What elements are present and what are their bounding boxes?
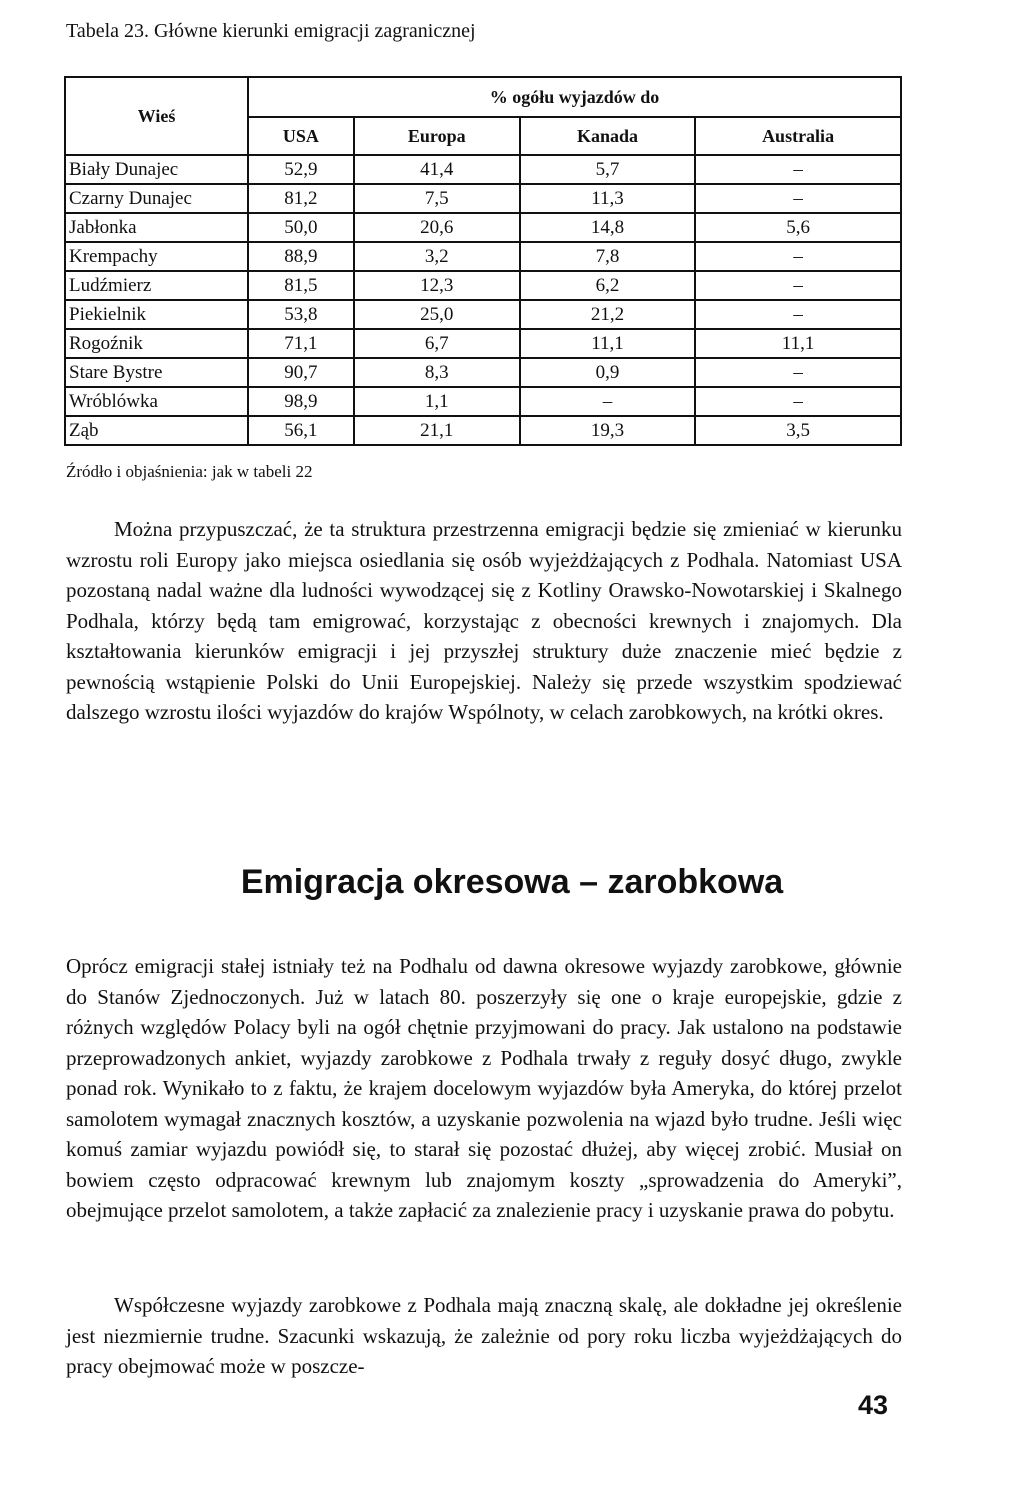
village-name-cell: Ząb: [65, 416, 248, 445]
body-paragraph: Można przypuszczać, że ta struktura przestrzenna emigracji będzie się zmieniać w kierunku wzrostu roli Europy jako miejsca osiedlania się osób wyjeżdżających z Podhala. Natomiast USA pozostaną nadal ważne dla ludności wywodzącej się z Kotliny Orawsko-Nowotarskiej i Skalnego Podhala, którzy będą tam emigrować, korzystając z obecności krewnych i znajomych. Dla kształtowania kierunków emigracji i jej przyszłej struktury duże znaczenie mieć będzie z pewnością wstąpienie Polski do Unii Europejskiej. Należy się przede wszystkim spodziewać dalszego wzrostu ilości wyjazdów do krajów Wspólnoty, w celach zarobkowych, na krótki okres.: [66, 517, 902, 724]
value-cell: 71,1: [248, 329, 354, 358]
village-name-cell: Stare Bystre: [65, 358, 248, 387]
village-name-cell: Czarny Dunajec: [65, 184, 248, 213]
value-cell: 3,5: [695, 416, 901, 445]
column-header: Kanada: [520, 117, 695, 155]
value-cell: 20,6: [354, 213, 520, 242]
value-cell: 11,1: [695, 329, 901, 358]
value-cell: –: [695, 242, 901, 271]
value-cell: –: [695, 300, 901, 329]
value-cell: 50,0: [248, 213, 354, 242]
value-cell: 81,5: [248, 271, 354, 300]
group-header: % ogółu wyjazdów do: [248, 77, 901, 117]
value-cell: 19,3: [520, 416, 695, 445]
value-cell: –: [695, 271, 901, 300]
table-row: [65, 184, 901, 213]
value-cell: 11,1: [520, 329, 695, 358]
value-cell: 25,0: [354, 300, 520, 329]
value-cell: 0,9: [520, 358, 695, 387]
page-number: 43: [858, 1390, 889, 1420]
table-row: [65, 329, 901, 358]
value-cell: 52,9: [248, 155, 354, 184]
value-cell: 21,1: [354, 416, 520, 445]
village-name-cell: Piekielnik: [65, 300, 248, 329]
value-cell: 5,7: [520, 155, 695, 184]
village-name-cell: Biały Dunajec: [65, 155, 248, 184]
value-cell: 1,1: [354, 387, 520, 416]
value-cell: –: [695, 155, 901, 184]
village-name-cell: Jabłonka: [65, 213, 248, 242]
value-cell: 6,7: [354, 329, 520, 358]
table-row: [65, 242, 901, 271]
value-cell: 88,9: [248, 242, 354, 271]
value-cell: 12,3: [354, 271, 520, 300]
value-cell: 8,3: [354, 358, 520, 387]
village-name-cell: Ludźmierz: [65, 271, 248, 300]
value-cell: 11,3: [520, 184, 695, 213]
table-row: [65, 271, 901, 300]
value-cell: 98,9: [248, 387, 354, 416]
value-cell: 5,6: [695, 213, 901, 242]
village-name-cell: Krempachy: [65, 242, 248, 271]
value-cell: 21,2: [520, 300, 695, 329]
table-row: [65, 300, 901, 329]
value-cell: 56,1: [248, 416, 354, 445]
value-cell: –: [695, 387, 901, 416]
body-paragraph: Oprócz emigracji stałej istniały też na Podhalu od dawna okresowe wyjazdy zarobkowe, głównie do Stanów Zjednoczonych. Już w latach 80. poszerzyły się one o kraje europejskie, gdzie z różnych względów Polacy byli na ogół chętnie przyjmowani do pracy. Jak ustalono na podstawie przeprowadzonych ankiet, wyjazdy zarobkowe z Podhala trwały z reguły dosyć długo, zwykle ponad rok. Wynikało to z faktu, że krajem docelowym wyjazdów była Ameryka, do której przelot samolotem wymagał znacznych kosztów, a uzyskanie pozwolenia na wjazd było trudne. Jeśli więc komuś zamiar wyjazdu powiódł się, to starał się pozostać dłużej, aby więcej zrobić. Musiał on bowiem często odpracować krewnym lub znajomym koszty „sprowadzenia do Ameryki”, obejmujące przelot samolotem, a także zapłacić za znalezienie pracy i uzyskanie prawa do pobytu.: [66, 954, 902, 1222]
value-cell: –: [520, 387, 695, 416]
table-row: [65, 155, 901, 184]
village-name-cell: Rogoźnik: [65, 329, 248, 358]
column-header: Australia: [695, 117, 901, 155]
value-cell: 7,8: [520, 242, 695, 271]
value-cell: –: [695, 358, 901, 387]
table-caption: Tabela 23. Główne kierunki emigracji zagranicznej: [66, 20, 476, 42]
table-body: [65, 155, 901, 445]
value-cell: 90,7: [248, 358, 354, 387]
table-row: [65, 387, 901, 416]
emigration-table: [64, 76, 902, 446]
value-cell: –: [695, 184, 901, 213]
value-cell: 41,4: [354, 155, 520, 184]
body-paragraph: Współczesne wyjazdy zarobkowe z Podhala mają znaczną skalę, ale dokładne jej określenie jest niezmiernie trudne. Szacunki wskazują, że zależnie od pory roku liczba wyjeżdżających do pracy obejmować może w poszcze-: [66, 1293, 902, 1378]
table-row: [65, 416, 901, 445]
source-note: Źródło i objaśnienia: jak w tabeli 22: [66, 462, 313, 481]
column-header: USA: [248, 117, 354, 155]
table-row: [65, 358, 901, 387]
value-cell: 6,2: [520, 271, 695, 300]
value-cell: 7,5: [354, 184, 520, 213]
village-name-cell: Wróblówka: [65, 387, 248, 416]
value-cell: 3,2: [354, 242, 520, 271]
section-title: Emigracja okresowa – zarobkowa: [240, 863, 784, 901]
column-header: Europa: [354, 117, 520, 155]
row-header: Wieś: [65, 77, 248, 155]
table-row: [65, 213, 901, 242]
value-cell: 81,2: [248, 184, 354, 213]
value-cell: 53,8: [248, 300, 354, 329]
value-cell: 14,8: [520, 213, 695, 242]
